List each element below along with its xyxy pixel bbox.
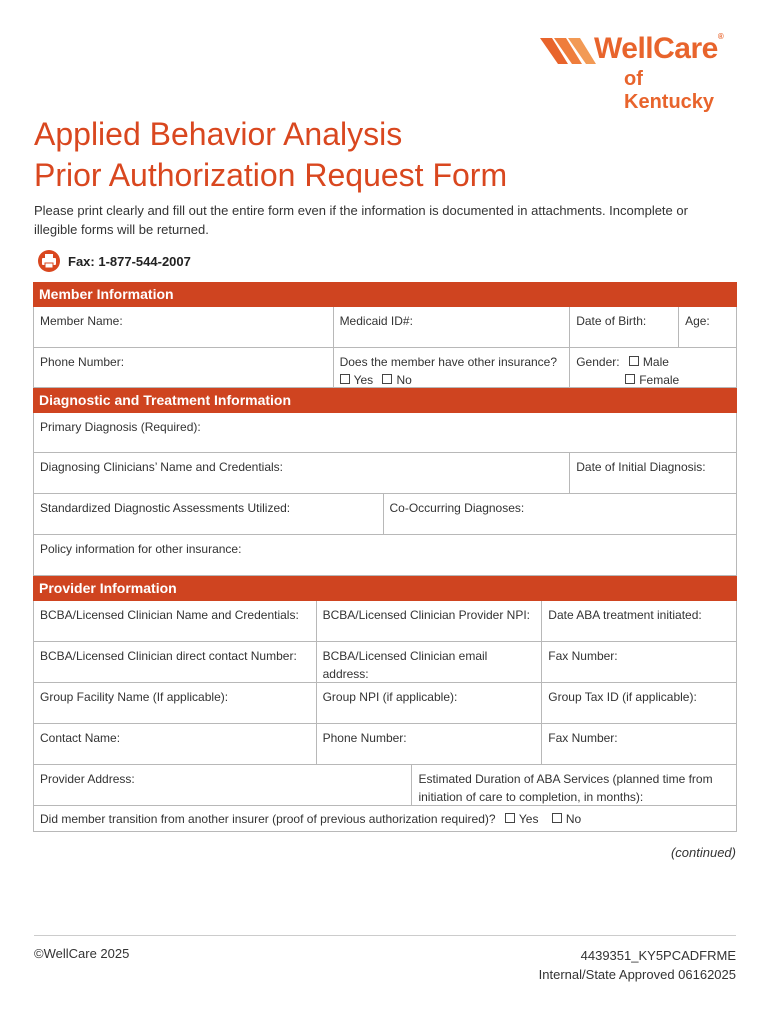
authorization-form xyxy=(33,282,737,832)
contact-fax-field[interactable]: Fax Number: xyxy=(542,724,737,764)
member-row-2 xyxy=(33,348,737,388)
transition-no-label: No xyxy=(565,812,582,826)
provider-row-5 xyxy=(33,765,737,806)
bcba-email-field[interactable]: BCBA/Licensed Clinician email address: xyxy=(317,642,543,682)
member-row-1 xyxy=(33,307,737,348)
footer-divider xyxy=(34,935,736,936)
gender-label: Gender: xyxy=(576,355,620,369)
provider-address-field[interactable]: Provider Address: xyxy=(34,765,412,805)
co-occurring-field[interactable]: Co-Occurring Diagnoses: xyxy=(384,494,738,534)
logo-brand: WellCare® xyxy=(594,32,724,65)
insurance-no-checkbox[interactable] xyxy=(382,374,392,384)
gender-male-checkbox[interactable] xyxy=(629,356,639,366)
bcba-npi-field[interactable]: BCBA/Licensed Clinician Provider NPI: xyxy=(317,601,543,641)
diagnosing-clinicians-field[interactable]: Diagnosing Clinicians’ Name and Credentials: xyxy=(34,453,570,493)
gender-field xyxy=(570,348,737,387)
footer-approval: Internal/State Approved 06162025 xyxy=(538,967,736,982)
provider-row-1 xyxy=(33,601,737,642)
phone-field[interactable]: Phone Number: xyxy=(34,348,334,387)
age-field[interactable]: Age: xyxy=(679,307,737,347)
fax-line xyxy=(38,250,191,272)
bcba-name-field[interactable]: BCBA/Licensed Clinician Name and Credentials: xyxy=(34,601,317,641)
diagnostic-row-1 xyxy=(33,413,737,453)
policy-info-field[interactable]: Policy information for other insurance: xyxy=(34,535,737,575)
section-provider-header: Provider Information xyxy=(33,576,737,601)
group-tax-id-field[interactable]: Group Tax ID (if applicable): xyxy=(542,683,737,723)
bcba-contact-field[interactable]: BCBA/Licensed Clinician direct contact Number: xyxy=(34,642,317,682)
medicaid-id-field[interactable]: Medicaid ID#: xyxy=(334,307,571,347)
transition-yes-label: Yes xyxy=(518,812,539,826)
duration-field[interactable]: Estimated Duration of ABA Services (planned time from initiation of care to completion, in months): xyxy=(412,765,737,805)
wellcare-logo xyxy=(538,32,738,113)
page-title xyxy=(34,114,507,196)
footer-copyright: ©WellCare 2025 xyxy=(34,946,130,961)
assessments-field[interactable]: Standardized Diagnostic Assessments Utilized: xyxy=(34,494,384,534)
diagnostic-row-2 xyxy=(33,453,737,494)
initial-diagnosis-date-field[interactable]: Date of Initial Diagnosis: xyxy=(570,453,737,493)
transition-no-checkbox[interactable] xyxy=(552,813,562,823)
title-line-1: Applied Behavior Analysis xyxy=(34,116,403,152)
group-npi-field[interactable]: Group NPI (if applicable): xyxy=(317,683,543,723)
contact-phone-field[interactable]: Phone Number: xyxy=(317,724,543,764)
transition-field xyxy=(34,806,737,831)
section-member-header: Member Information xyxy=(33,282,737,307)
gender-male-label: Male xyxy=(642,355,669,369)
section-diagnostic-header: Diagnostic and Treatment Information xyxy=(33,388,737,413)
dob-field[interactable]: Date of Birth: xyxy=(570,307,679,347)
fax-number: Fax: 1-877-544-2007 xyxy=(68,253,191,269)
fax-number-field[interactable]: Fax Number: xyxy=(542,642,737,682)
group-name-field[interactable]: Group Facility Name (If applicable): xyxy=(34,683,317,723)
contact-name-field[interactable]: Contact Name: xyxy=(34,724,317,764)
footer-codes xyxy=(539,946,736,984)
provider-row-3 xyxy=(33,683,737,724)
transition-question: Did member transition from another insurer (proof of previous authorization required)? xyxy=(40,812,496,826)
printer-icon xyxy=(38,250,60,272)
insurance-yes-checkbox[interactable] xyxy=(340,374,350,384)
intro-text: Please print clearly and fill out the entire form even if the information is documented in attachments. Incomplete or illegible forms will be returned. xyxy=(34,203,688,237)
other-insurance-field xyxy=(334,348,571,387)
gender-female-checkbox[interactable] xyxy=(625,374,635,384)
logo-swoosh-icon xyxy=(538,34,598,70)
footer-form-code: 4439351_KY5PCADFRME xyxy=(580,948,736,963)
diagnostic-row-3 xyxy=(33,494,737,535)
diagnostic-row-4 xyxy=(33,535,737,576)
logo-subtitle: of Kentucky xyxy=(624,68,715,113)
provider-row-2 xyxy=(33,642,737,683)
continued-note: (continued) xyxy=(670,845,736,860)
primary-diagnosis-field[interactable]: Primary Diagnosis (Required): xyxy=(34,413,737,452)
insurance-no-label: No xyxy=(396,373,412,387)
title-line-2: Prior Authorization Request Form xyxy=(34,157,508,193)
provider-row-6 xyxy=(33,806,737,832)
provider-row-4 xyxy=(33,724,737,765)
insurance-yes-label: Yes xyxy=(353,373,374,387)
other-insurance-question: Does the member have other insurance? xyxy=(339,355,558,369)
transition-yes-checkbox[interactable] xyxy=(505,813,515,823)
member-name-field[interactable]: Member Name: xyxy=(34,307,334,347)
date-aba-field[interactable]: Date ABA treatment initiated: xyxy=(542,601,737,641)
gender-female-label: Female xyxy=(639,373,680,387)
